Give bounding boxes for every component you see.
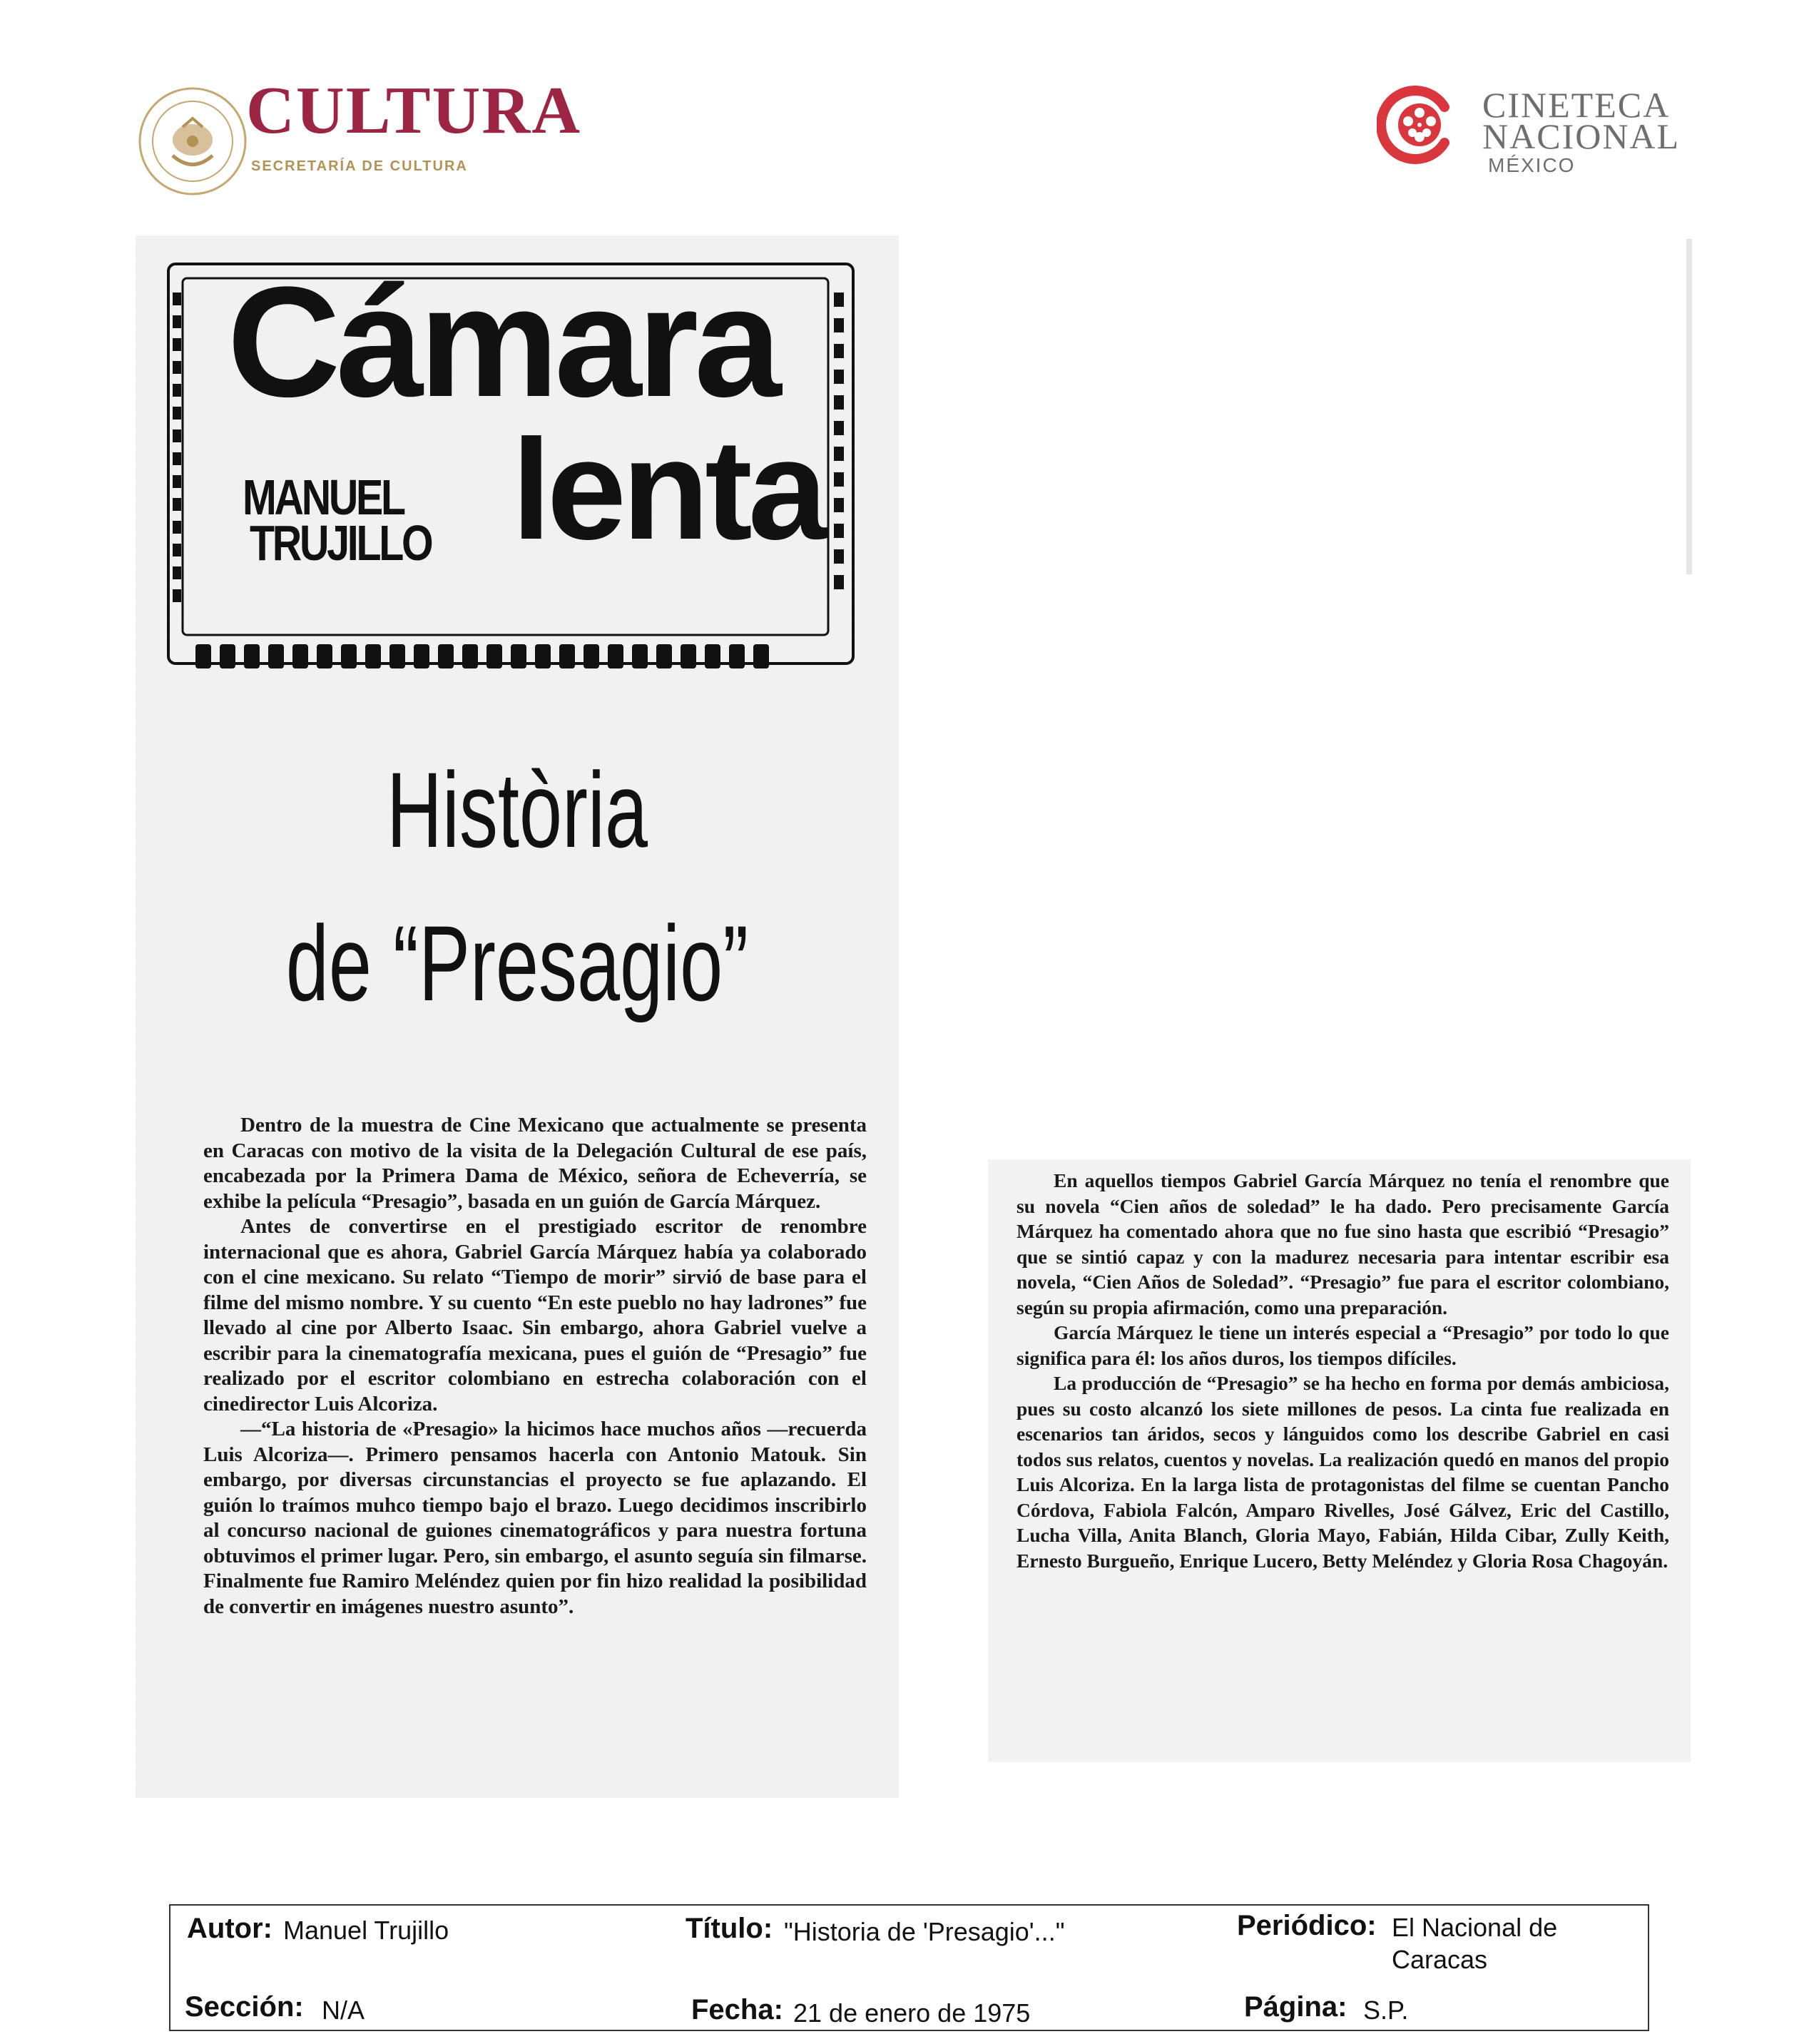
author-name-line2: TRUJILLO bbox=[250, 515, 432, 571]
autor-label: Autor: bbox=[187, 1913, 272, 1944]
paragraph: La producción de “Presagio” se ha hecho en forma por demás ambiciosa, pues su costo alcanzó los siete millones de pesos. La cinta fue realizada en escenarios tan áridos, secos y lánguidos como los describe Gabriel en casi todos sus relatos, cuentos y novelas. La realización quedó en manos del propio Luis Alcoriza. En la larga lista de protagonistas del filme se cuentan Pancho Córdova, Fabiola Falcón, Amparo Rivelles, José Gálvez, Eric del Castillo, Lucha Villa, Anita Blanch, Gloria Mayo, Fabián, Hilda Cibar, Zully Keith, Ernesto Burgueño, Enrique Lucero, Betty Meléndez y Gloria Rosa Chagoyán. bbox=[1017, 1372, 1669, 1572]
national-seal-icon bbox=[136, 84, 250, 198]
pagina-value: S.P. bbox=[1363, 1995, 1409, 2025]
fecha-label: Fecha: bbox=[691, 1994, 783, 2025]
article-column-1 bbox=[203, 1113, 867, 1620]
column-logo-line1: Cámara bbox=[227, 254, 778, 429]
periodico-label: Periódico: bbox=[1237, 1910, 1377, 1941]
cineteca-title-line1: CINETECA bbox=[1482, 85, 1671, 125]
autor-value: Manuel Trujillo bbox=[283, 1916, 449, 1945]
cultura-title: CULTURA bbox=[246, 73, 582, 148]
newspaper-clipping-main bbox=[136, 235, 899, 1798]
cineteca-country: MÉXICO bbox=[1488, 154, 1576, 176]
newspaper-clipping-continuation bbox=[988, 1159, 1691, 1762]
article-column-2 bbox=[1017, 1168, 1669, 1573]
cultura-subtitle: SECRETARÍA DE CULTURA bbox=[251, 158, 468, 174]
seccion-label: Sección: bbox=[185, 1991, 304, 2023]
clipping-fragment bbox=[1686, 239, 1692, 574]
author-name-line1: MANUEL bbox=[243, 469, 404, 525]
paragraph: Antes de convertirse en el prestigiado escritor de renombre internacional que es ahora, Gabriel García Márquez había ya colaborado con el cine mexicano. Su relato “Tiempo de morir” sirvió de base para el filme del mismo nombre. Y su cuento “En este pueblo no hay ladrones” fue llevado al cine por Alberto Isaac. Sin embargo, ahora Gabriel vuelve a escribir para la cinematografía mexicana, pues el guión de “Presagio” fue realizado por el escritor colombiano en estrecha colaboración con el cinedirector Luis Alcoriza. bbox=[203, 1215, 867, 1415]
titulo-label: Título: bbox=[686, 1913, 773, 1944]
metadata-box bbox=[169, 1904, 1649, 2031]
film-reel-icon bbox=[1377, 86, 1455, 164]
pagina-label: Página: bbox=[1244, 1991, 1347, 2023]
paragraph: En aquellos tiempos Gabriel García Márquez no tenía el renombre que su novela “Cien años de soledad” le ha dado. Pero precisamente García Márquez ha comentado ahora que no fue sino hasta que escribió “Presagio” que se sintió capaz y con la madurez necesaria para intentar escribir esa novela, “Cien Años de Soledad”. “Presagio” fue para el escritor colombiano, según su propia afirmación, como una preparación. bbox=[1017, 1169, 1669, 1318]
headline-line1: Història bbox=[386, 750, 648, 870]
paragraph: García Márquez le tiene un interés especial a “Presagio” por todo lo que significa para él: los años duros, los tiempos difíciles. bbox=[1017, 1321, 1669, 1369]
titulo-value: "Historia de 'Presagio'..." bbox=[784, 1917, 1065, 1946]
fecha-value: 21 de enero de 1975 bbox=[793, 1998, 1031, 2028]
periodico-value-line1: El Nacional de bbox=[1392, 1913, 1558, 1942]
paragraph: Dentro de la muestra de Cine Mexicano que actualmente se presenta en Caracas con motivo de la visita de la Delegación Cultural de ese país, encabezada por la Primera Dama de México, señora de Echeverría, se exhibe la película “Presagio”, basada en un guión de García Márquez. bbox=[203, 1114, 867, 1213]
paragraph: —“La historia de «Presagio» la hicimos hace muchos años —recuerda Luis Alcoriza—. Primero pensamos hacerla con Antonio Matouk. Sin embargo, por diversas circunstancias el proyecto se fue aplazando. El guión lo traímos muhco tiempo bajo el brazo. Luego decidimos inscribirlo al concurso nacional de guiones cinematográficos y para nuestra fortuna obtuvimos el primer lugar. Pero, sin embargo, el asunto seguía sin filmarse. Finalmente fue Ramiro Meléndez quien por fin hizo realidad la posibilidad de convertir en imágenes nuestro asunto”. bbox=[203, 1418, 867, 1618]
periodico-value-line2: Caracas bbox=[1392, 1945, 1488, 1974]
headline-line2: de “Presagio” bbox=[285, 903, 749, 1023]
seccion-value: N/A bbox=[322, 1995, 365, 2025]
cineteca-title-line2: NACIONAL bbox=[1482, 116, 1681, 156]
column-logo-line2: lenta bbox=[511, 410, 823, 569]
